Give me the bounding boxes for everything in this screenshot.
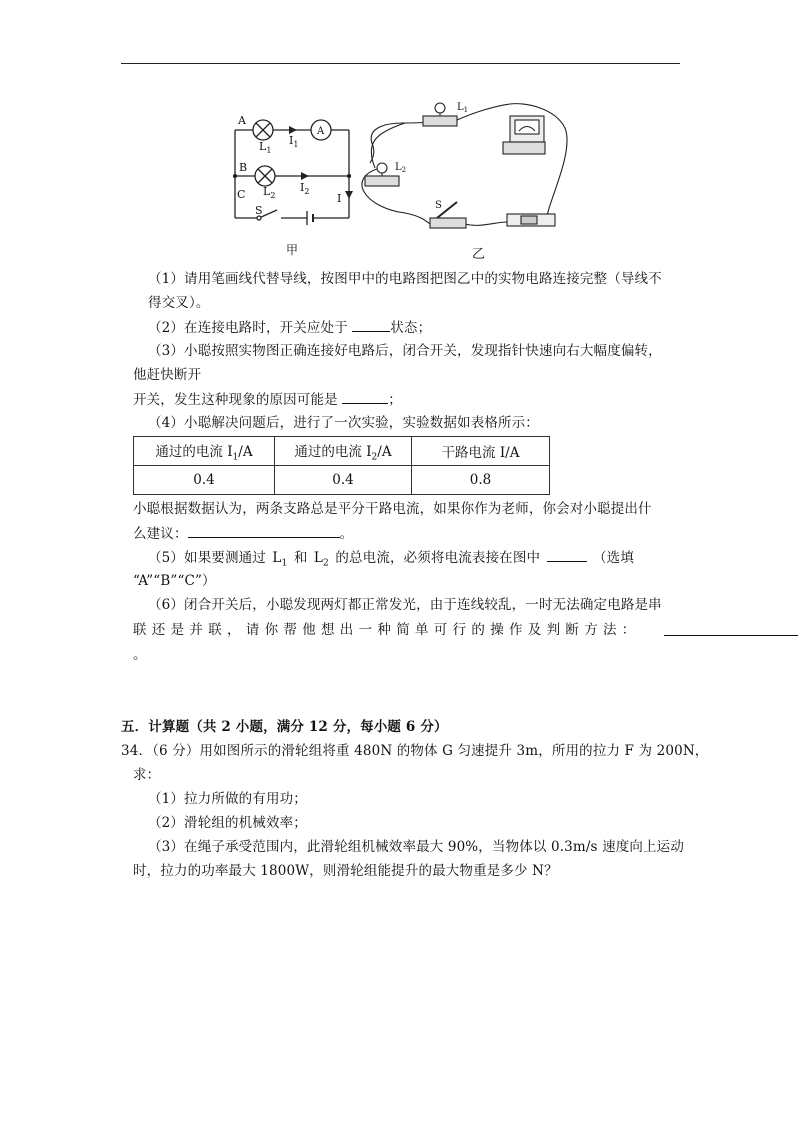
q-part2-tail: 状态； — [390, 320, 432, 336]
data-table — [133, 436, 550, 495]
q-part3-tail: ； — [388, 392, 402, 408]
q-after-table-line1: 小聪根据数据认为，两条支路总是平分干路电流，如果你作为老师，你会对小聪提出什 — [133, 501, 652, 517]
node-C-label: C — [237, 188, 246, 201]
q-after-table-tail: 。 — [339, 526, 354, 542]
q-part3-text: 开关，发生这种现象的原因可能是 — [133, 392, 343, 408]
q-part6-text: 联还是并联，请你帮他想出一种简单可行的操作及判断方法： — [133, 622, 641, 638]
q34-sub3-line2: 时，拉力的功率最大 1800W，则滑轮组能提升的最大物重是多少 N？ — [133, 863, 558, 879]
header-rule — [121, 63, 680, 64]
current-I1-label: $I_1$ — [289, 134, 299, 149]
q-part5-line1: （5）如果要测通过 $L_1$ 和 $L_2$ 的总电流，必须将电流表接在图中 （选填 — [148, 550, 634, 569]
answer-blank[interactable] — [188, 524, 340, 538]
switch-S-label: S — [255, 204, 263, 217]
q-part5-line2: “A”“B”“C”） — [133, 573, 216, 589]
table-header-cell: 干路电流 I/A — [412, 437, 550, 466]
answer-blank[interactable] — [664, 622, 798, 636]
yi-switch-S-label: S — [435, 200, 442, 211]
q-part1-line1: （1）请用笔画线代替导线，按图甲中的电路图把图乙中的实物电路连接完整（导线不 — [148, 271, 662, 287]
q-part3-line1: （3）小聪按照实物图正确连接好电路后，闭合开关，发现指针快速向右大幅度偏转， — [148, 343, 662, 359]
answer-blank[interactable] — [342, 390, 388, 404]
q-after-table-line2 — [133, 524, 353, 543]
q-part2 — [148, 318, 431, 337]
table-cell: 0.4 — [275, 466, 412, 495]
q-part2-text: （2）在连接电路时，开关应处于 — [148, 320, 353, 336]
q-part6-line1: （6）闭合开关后，小聪发现两灯都正常发光，由于连线较乱，一时无法确定电路是串 — [148, 597, 662, 613]
table-header-cell: 通过的电流 $I_2/A$ — [275, 437, 412, 466]
q34-sub3-line1: （3）在绳子承受范围内，此滑轮组机械效率最大 90%，当物体以 0.3m/s 速度向上运动 — [148, 839, 684, 855]
q34-line2: 求： — [133, 767, 161, 783]
table-cell: 0.4 — [134, 466, 275, 495]
answer-blank[interactable] — [547, 548, 587, 562]
q-after-table-text: 么建议： — [133, 526, 188, 542]
circuit-figure — [225, 98, 585, 268]
q-part3-line3 — [133, 390, 402, 409]
lamp-L2-label: $L_2$ — [263, 185, 276, 200]
ammeter-symbol-label: A — [317, 126, 325, 137]
q-part1-line2: 得交叉）。 — [148, 295, 210, 311]
q-part6-line3: 。 — [133, 647, 147, 663]
table-header-row — [134, 437, 550, 466]
caption-yi: 乙 — [472, 247, 486, 262]
q34-line1: 34．（6 分）用如图所示的滑轮组将重 480N 的物体 G 匀速提升 3m，所用的拉力 F 为 200N， — [121, 743, 709, 759]
answer-blank[interactable] — [352, 318, 390, 332]
q-part3-line2: 他赶快断开 — [133, 367, 202, 383]
node-B-label: B — [239, 161, 248, 174]
q34-sub2: （2）滑轮组的机械效率； — [148, 815, 307, 831]
yi-lamp-L1-label: $L_1$ — [457, 102, 469, 114]
q-part4: （4）小聪解决问题后，进行了一次实验，实验数据如表格所示： — [148, 415, 539, 431]
section-title: 五．计算题（共 2 小题，满分 12 分，每小题 6 分） — [121, 719, 448, 735]
lamp-L1-label: $L_1$ — [259, 140, 272, 155]
table-cell: 0.8 — [412, 466, 550, 495]
node-A-label: A — [238, 114, 246, 127]
yi-lamp-L2-label: $L_2$ — [395, 162, 407, 174]
q34-sub1: （1）拉力所做的有用功； — [148, 791, 307, 807]
current-I-label: I — [337, 192, 342, 205]
q-part6-line2 — [133, 621, 641, 639]
table-row — [134, 466, 550, 495]
physical-circuit-yi — [362, 103, 567, 228]
caption-jia: 甲 — [286, 243, 299, 257]
current-I2-label: $I_2$ — [300, 181, 310, 196]
table-header-cell: 通过的电流 $I_1/A$ — [134, 437, 275, 466]
